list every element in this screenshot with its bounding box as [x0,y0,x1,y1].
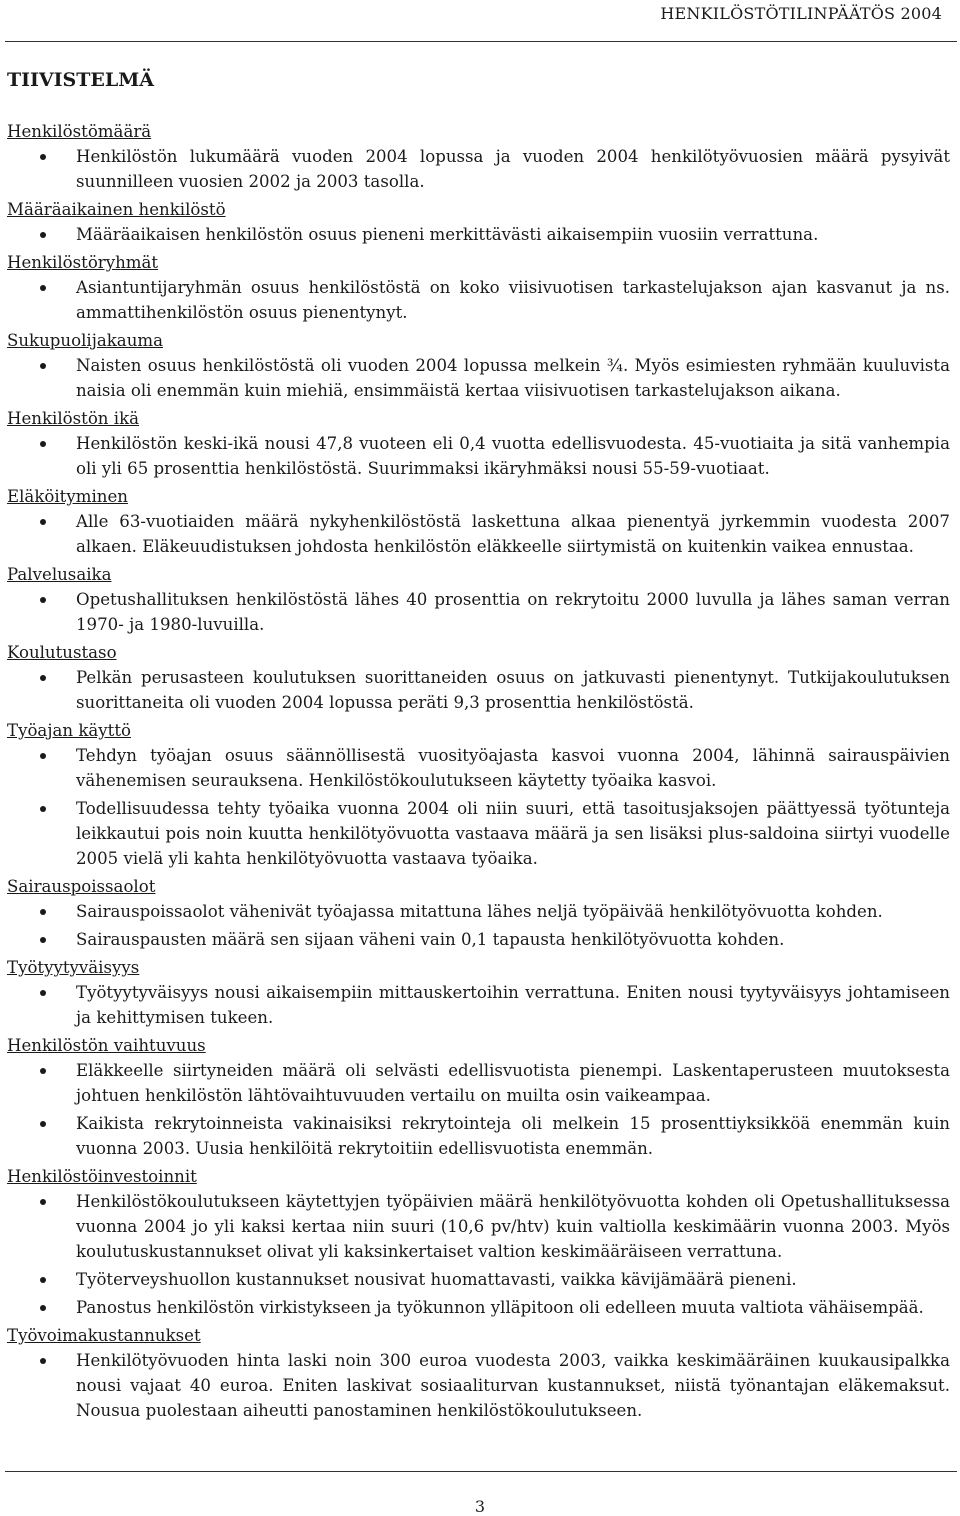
section-heading: Henkilöstön ikä [7,409,140,428]
section-heading: Koulutustaso [7,643,117,662]
bullet-dot-icon [40,1121,46,1127]
list-item-text: Määräaikaisen henkilöstön osuus pieneni merkittävästi aikaisempiin vuosiin verrattuna. [76,225,819,244]
list-item [7,1189,950,1264]
bullet-list [7,353,950,403]
list-item [7,796,950,871]
list-item [7,222,950,247]
bullet-list [7,980,950,1030]
list-item [7,1295,950,1320]
bullet-list [7,509,950,559]
list-item-text: Asiantuntijaryhmän osuus henkilöstöstä on koko viisivuotisen tarkastelujakson ajan kasvanut ja ns. ammattihenkilöstön osuus pienentynyt. [76,278,950,322]
bullet-dot-icon [40,441,46,447]
list-item-text: Työterveyshuollon kustannukset nousivat huomattavasti, vaikka kävijämäärä pieneni. [76,1270,797,1289]
bullet-list [7,899,950,952]
page-number: 3 [474,1497,486,1516]
list-item-text: Todellisuudessa tehty työaika vuonna 2004 oli niin suuri, että tasoitusjaksojen päättyessä työtunteja leikkautui pois noin kuutta henkilötyövuotta vastaava määrä ja sen lisäksi plus-saldoina siirtyi vuodelle 2005 vielä yli kahta henkilötyövuotta vastaava työaika. [76,799,950,868]
list-item-text: Sairauspoissaolot vähenivät työajassa mitattuna lähes neljä työpäivää henkilötyövuotta kohden. [76,902,883,921]
list-item [7,899,950,924]
bullet-dot-icon [40,1358,46,1364]
section-heading: Henkilöstöinvestoinnit [7,1167,197,1186]
bullet-list [7,665,950,715]
bullet-dot-icon [40,753,46,759]
running-header: HENKILÖSTÖTILINPÄÄTÖS 2004 [660,4,942,23]
list-item-text: Työtyytyväisyys nousi aikaisempiin mittauskertoihin verrattuna. Eniten nousi tyytyväisyys johtamiseen ja kehittymisen tukeen. [76,983,950,1027]
bullet-dot-icon [40,519,46,525]
section-heading: Työvoimakustannukset [7,1326,201,1345]
list-item-text: Naisten osuus henkilöstöstä oli vuoden 2004 lopussa melkein ¾. Myös esimiesten ryhmään kuuluvista naisia oli enemmän kuin miehiä, ensimmäistä kertaa viisivuotisen tarkastelujakson aikana. [76,356,950,400]
bullet-dot-icon [40,806,46,812]
bullet-dot-icon [40,675,46,681]
bullet-dot-icon [40,1068,46,1074]
list-item-text: Henkilöstön keski-ikä nousi 47,8 vuoteen eli 0,4 vuotta edellisvuodesta. 45-vuotiaita ja sitä vanhempia oli yli 65 prosenttia henkilöstöstä. Suurimmaksi ikäryhmäksi nousi 55-59-vuotiaat. [76,434,950,478]
list-item-text: Tehdyn työajan osuus säännöllisestä vuosityöajasta kasvoi vuonna 2004, lähinnä sairauspäivien vähenemisen seurauksena. Henkilöstökoulutukseen käytetty työaika kasvoi. [76,746,950,790]
section-heading: Eläköityminen [7,487,128,506]
bullet-dot-icon [40,909,46,915]
bullet-dot-icon [40,990,46,996]
list-item-text: Kaikista rekrytoinneista vakinaisiksi rekrytointeja oli melkein 15 prosenttiyksikköä enemmän kuin vuonna 2003. Uusia henkilöitä rekrytoitiin edellisvuotista enemmän. [76,1114,950,1158]
document-body [7,68,950,1426]
section-heading: Työtyytyväisyys [7,958,140,977]
bullet-dot-icon [40,937,46,943]
list-item [7,665,950,715]
section-heading: Palvelusaika [7,565,112,584]
bullet-dot-icon [40,232,46,238]
bullet-dot-icon [40,154,46,160]
bullet-list [7,587,950,637]
list-item [7,275,950,325]
header-divider [5,41,957,42]
section-heading: Sukupuolijakauma [7,331,164,350]
list-item [7,509,950,559]
list-item [7,1267,950,1292]
bullet-list [7,743,950,871]
list-item-text: Alle 63-vuotiaiden määrä nykyhenkilöstöstä laskettuna alkaa pienentyä jyrkemmin vuodesta 2007 alkaen. Eläkeuudistuksen johdosta henkilöstön eläkkeelle siirtymistä on kuitenkin vaikea ennustaa. [76,512,950,556]
list-item [7,980,950,1030]
list-item [7,743,950,793]
section-heading: Sairauspoissaolot [7,877,156,896]
section-heading: Henkilöstön vaihtuvuus [7,1036,206,1055]
list-item-text: Sairauspausten määrä sen sijaan väheni vain 0,1 tapausta henkilötyövuotta kohden. [76,930,785,949]
bullet-dot-icon [40,285,46,291]
bullet-dot-icon [40,597,46,603]
section-heading: Työajan käyttö [7,721,131,740]
bullet-list [7,1189,950,1320]
list-item [7,431,950,481]
list-item [7,1348,950,1423]
bullet-list [7,222,950,247]
bullet-dot-icon [40,363,46,369]
list-item [7,144,950,194]
list-item-text: Opetushallituksen henkilöstöstä lähes 40 prosenttia on rekrytoitu 2000 luvulla ja lähes saman verran 1970- ja 1980-luvuilla. [76,590,950,634]
list-item-text: Henkilötyövuoden hinta laski noin 300 euroa vuodesta 2003, vaikka keskimääräinen kuukausipalkka nousi vajaat 40 euroa. Eniten laskivat sosiaaliturvan kustannukset, niistä työnantajan eläkemaksut. Nousua puolestaan aiheutti panostaminen henkilöstökoulutukseen. [76,1351,950,1420]
list-item-text: Henkilöstökoulutukseen käytettyjen työpäivien määrä henkilötyövuotta kohden oli Opetushallituksessa vuonna 2004 jo yli kaksi kertaa niin suuri (10,6 pv/htv) kuin valtiolla keskimäärin vuonna 2003. Myös koulutuskustannukset olivat yli kaksinkertaiset valtion keskimääräiseen verrattuna. [76,1192,950,1261]
section-heading: Henkilöstöryhmät [7,253,159,272]
bullet-dot-icon [40,1305,46,1311]
bullet-list [7,1348,950,1423]
footer-divider [5,1471,957,1472]
bullet-list [7,1058,950,1161]
bullet-dot-icon [40,1277,46,1283]
list-item [7,587,950,637]
list-item-text: Panostus henkilöstön virkistykseen ja työkunnon ylläpitoon oli edelleen muuta valtiota vähäisempää. [76,1298,924,1317]
list-item-text: Eläkkeelle siirtyneiden määrä oli selvästi edellisvuotista pienempi. Laskentaperusteen muutoksesta johtuen henkilöstön lähtövaihtuvuuden vertailu on muilta osin vaikeampaa. [76,1061,950,1105]
list-item-text: Henkilöstön lukumäärä vuoden 2004 lopussa ja vuoden 2004 henkilötyövuosien määrä pysyivät suunnilleen vuosien 2002 ja 2003 tasolla. [76,147,950,191]
list-item [7,1058,950,1108]
list-item [7,927,950,952]
list-item [7,1111,950,1161]
summary-sections [7,119,950,1423]
bullet-list [7,144,950,194]
list-item-text: Pelkän perusasteen koulutuksen suorittaneiden osuus on jatkuvasti pienentynyt. Tutkijakoulutuksen suorittaneita oli vuoden 2004 lopussa peräti 9,3 prosenttia henkilöstöstä. [76,668,950,712]
list-item [7,353,950,403]
section-heading: Henkilöstömäärä [7,122,152,141]
document-title: TIIVISTELMÄ [7,69,155,91]
section-heading: Määräaikainen henkilöstö [7,200,226,219]
bullet-list [7,275,950,325]
bullet-dot-icon [40,1199,46,1205]
bullet-list [7,431,950,481]
